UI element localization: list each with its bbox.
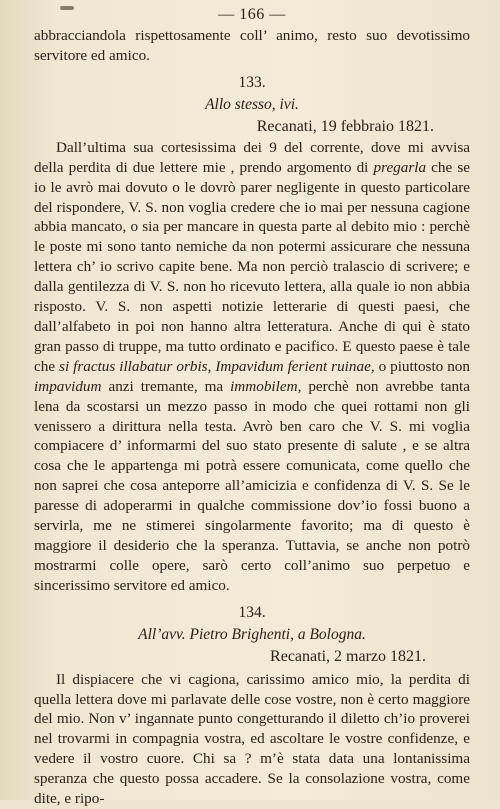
letter-134-body: Il dispiacere che vi cagiona, carissimo amico mio, la perdita di quella lettera dove mi parlavate delle cose vostre, non è certo maggiore del mio. Non v’ ingannate punto congetturando il diletto ch’io proverei nel trovarmi in compagnia vostra, ed ascoltare le vostre confidenze, e vedere il vostro cuore. Chi sa ? m’è stata data una lontanissima speranza che questo possa accadere. Se la consolazione vostra, come dite, e ripo-	[34, 670, 470, 808]
letter-133-header: Allo stesso, ivi.	[205, 95, 299, 113]
body-text: anzi tremante, ma	[101, 377, 231, 395]
body-text: Dall’ultima sua cortesissima dei 9 del corrente, dove mi avvisa della perdita di due lettere mie , prendo argomento di	[34, 138, 470, 176]
ink-smudge	[60, 6, 74, 10]
body-text: che se io le avrò mai dovuto o le dovrò parer negligente in questo particolare del rispondere, V. S. non voglia credere che io mai per nessuna cagione abbia mancato, o sia per mancare in questa parte al debito mio : perchè le poste mi sono tanto nemiche da non potermi assicurare che nessuna lettera ch’ io scrivo capite bene. Ma non perciò tralascio di scrivere; e dalla gentilezza di V. S. non ho ricevuto lettera, alla quale io non abbia risposto. V. S. non aspetti notizie letterarie di questi paesi, che dall’alfabeto in poi non hanno altra letteratura. Anche di qui è stato gran passo di truppe, ma tutto ordinato e pacifico. E questo paese è tale che	[34, 158, 471, 375]
header-suffix: a Bologna.	[293, 625, 366, 643]
page-number: — 166 —	[218, 6, 286, 23]
letter-133-number: 133.	[238, 73, 266, 91]
italic-text: pregarla	[373, 158, 427, 176]
header-prefix: All’avv.	[138, 625, 190, 643]
letter-134-number: 134.	[238, 603, 266, 621]
italic-quote: si fractus illabatur orbis, Impavidum ferient ruinae,	[59, 357, 375, 375]
letter-134-header	[34, 624, 470, 646]
italic-text: immobilem,	[230, 377, 302, 395]
body-text: o piuttosto non	[374, 357, 470, 375]
letter-134-place-date: Recanati, 2 marzo 1821.	[270, 647, 426, 665]
italic-text: impavidum	[34, 377, 102, 395]
header-name: Pietro Brighenti,	[189, 625, 294, 643]
previous-letter-closing: abbracciandola rispettosamente coll’ animo, resto suo devotissimo servitore ed amico.	[34, 27, 470, 64]
letter-133-place-date: Recanati, 19 febbraio 1821.	[256, 117, 434, 135]
letter-133-body	[34, 138, 470, 596]
body-text: perchè non avrebbe tanta lena da scostarsi un mezzo passo in modo che quei rottami non gli venissero a dirittura nella testa. Avrò ben caro che V. S. mi voglia compiacere d’ informarmi del suo stato presente di salute , e se altra cosa che le appartenga mi potrà essere comunicata, come quello che non saprei che cosa anteporre all’amicizia e confidenza di V. S. Se le paresse di adoperarmi in qualche commissione dov’io fossi buono a servirla, me ne stimerei singolarmente favorito; ma di questo è maggiore il desiderio che la speranza. Tuttavia, se anche non potrò mostrarmi colle opere, sarò certo coll’animo suo perpetuo e sincerissimo servitore ed amico.	[34, 377, 470, 594]
